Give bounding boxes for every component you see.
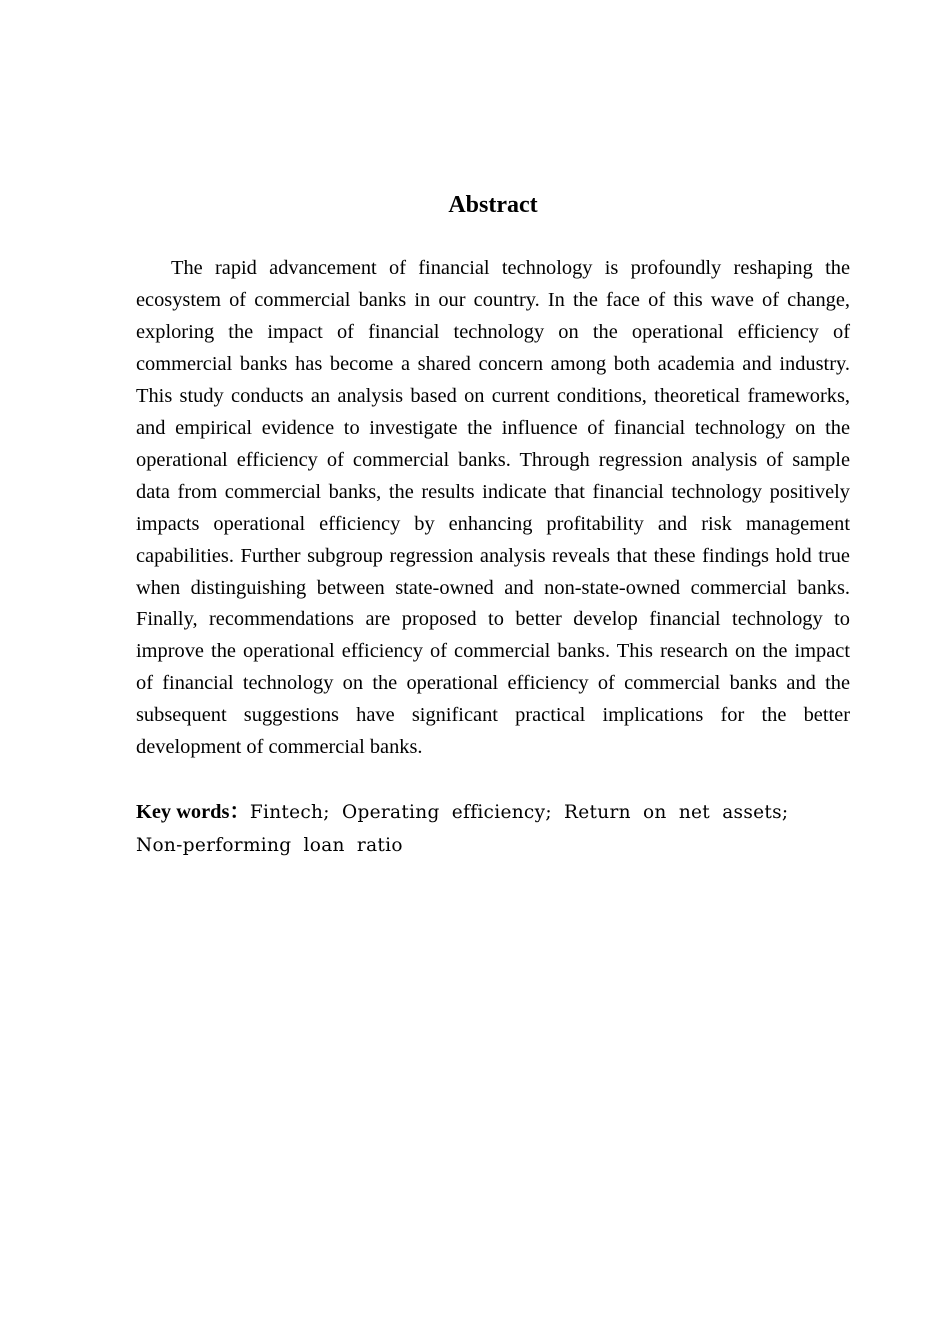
abstract-body: The rapid advancement of financial technology is profoundly reshaping the ecosystem of commercial banks in our country. In the face of this wave of change, exploring the impact of financial technology on the operational efficiency of commercial banks has become a shared concern among both academia and industry. This study conducts an analysis based on current conditions, theoretical frameworks, and empirical evidence to investigate the influence of financial technology on the operational efficiency of commercial banks. Through regression analysis of sample data from commercial banks, the results indicate that financial technology positively impacts operational efficiency by enhancing profitability and risk management capabilities. Further subgroup regression analysis reveals that these findings hold true when distinguishing between state-owned and non-state-owned commercial banks. Finally, recommendations are proposed to better develop financial technology to improve the operational efficiency of commercial banks. This research on the impact of financial technology on the operational efficiency of commercial banks and the subsequent suggestions have significant practical implications for the better development of commercial banks. <box>136 257 850 759</box>
keywords-label: Key words： <box>136 801 250 824</box>
abstract-title: Abstract <box>448 192 538 218</box>
keywords-list: Fintech; Operating efficiency; Return on net assets; Non-performing loan ratio <box>136 802 789 857</box>
abstract-page <box>136 188 850 862</box>
keywords-line <box>136 796 806 862</box>
